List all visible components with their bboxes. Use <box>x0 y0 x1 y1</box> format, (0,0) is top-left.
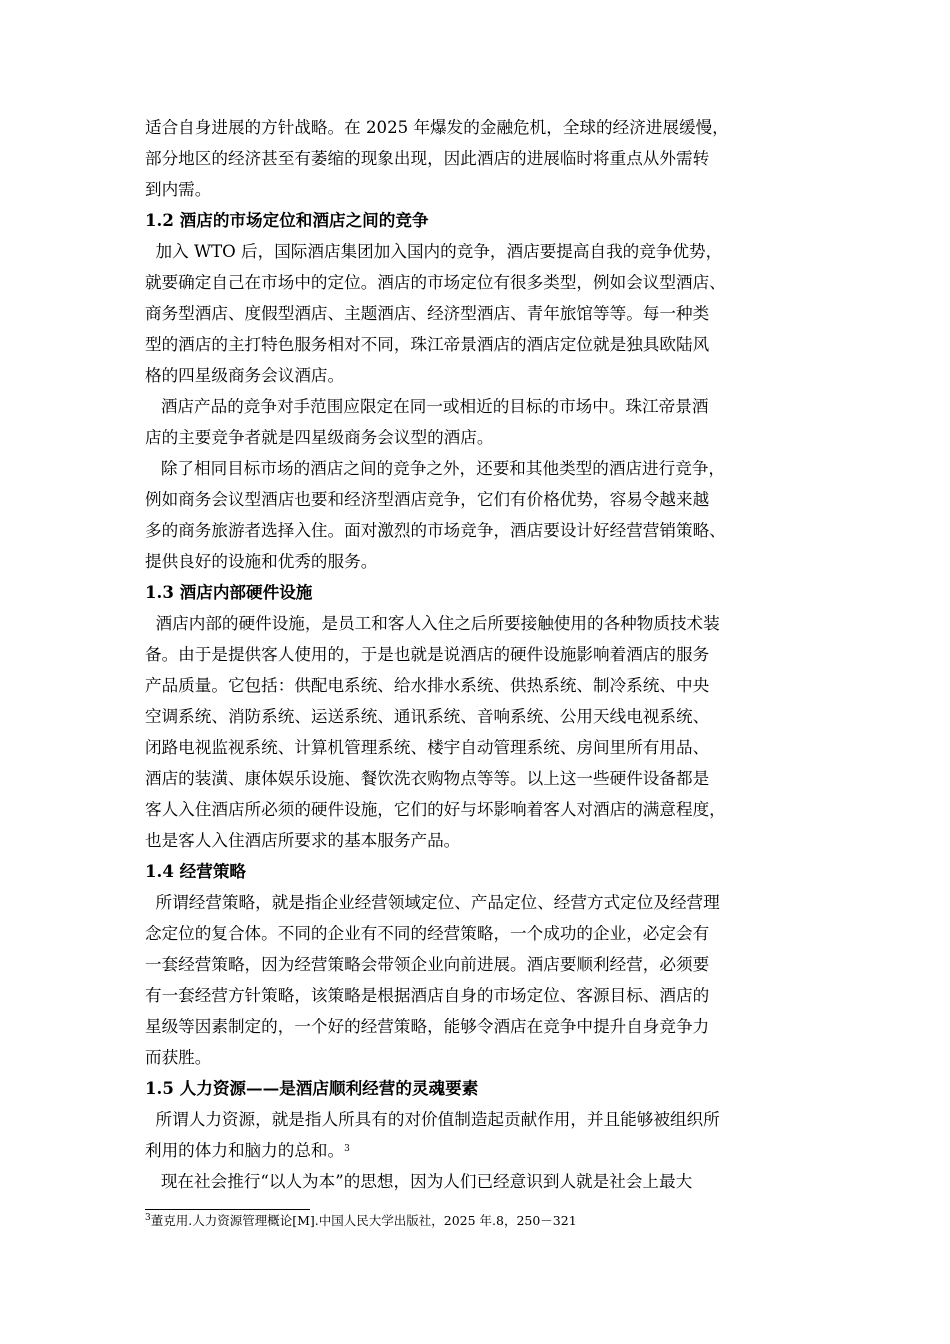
text-line <box>145 484 813 515</box>
section-heading-text: 1.4 经营策略 <box>145 861 247 881</box>
text-line-content: 商务型酒店、度假型酒店、主题酒店、经济型酒店、青年旅馆等等。每一种类 <box>145 304 710 323</box>
text-line-content: 例如商务会议型酒店也要和经济型酒店竞争，它们有价格优势，容易令越来越 <box>145 490 710 509</box>
text-line <box>145 701 813 732</box>
text-line <box>145 1104 813 1135</box>
text-line-content: 空调系统、消防系统、运送系统、通讯系统、音响系统、公用天线电视系统、 <box>145 707 710 726</box>
text-line <box>145 825 813 856</box>
text-line <box>145 112 813 143</box>
text-line-content: 也是客人入住酒店所要求的基本服务产品。 <box>145 831 461 850</box>
footnote <box>145 1212 577 1230</box>
section-heading <box>145 856 813 887</box>
text-line-content: 利用的体力和脑力的总和。 <box>145 1141 345 1160</box>
text-line <box>145 1166 813 1197</box>
text-line-content: 客人入住酒店所必须的硬件设施，它们的好与坏影响着客人对酒店的满意程度， <box>145 800 726 819</box>
text-line <box>145 143 813 174</box>
text-line <box>145 546 813 577</box>
text-line-content: 格的四星级商务会议酒店。 <box>145 366 345 385</box>
text-line-content: 一套经营策略，因为经营策略会带领企业向前进展。酒店要顺利经营，必须要 <box>145 955 710 974</box>
text-line-content: 就要确定自己在市场中的定位。酒店的市场定位有很多类型，例如会议型酒店、 <box>145 273 726 292</box>
text-line-content: 念定位的复合体。不同的企业有不同的经营策略，一个成功的企业，必定会有 <box>145 924 710 943</box>
text-line-content: 加入 WTO 后，国际酒店集团加入国内的竞争，酒店要提高自我的竞争优势， <box>145 242 723 261</box>
text-line-content: 所谓经营策略，就是指企业经营领域定位、产品定位、经营方式定位及经营理 <box>145 893 720 912</box>
text-line <box>145 732 813 763</box>
text-line-content: 所谓人力资源，就是指人所具有的对价值制造起贡献作用，并且能够被组织所 <box>145 1110 720 1129</box>
text-line <box>145 918 813 949</box>
text-line <box>145 360 813 391</box>
text-line-content: 闭路电视监视系统、计算机管理系统、楼宇自动管理系统、房间里所有用品、 <box>145 738 710 757</box>
text-line-content: 酒店产品的竞争对手范围应限定在同一或相近的目标的市场中。珠江帝景酒 <box>145 397 709 416</box>
text-line-content: 有一套经营方针策略，该策略是根据酒店自身的市场定位、客源目标、酒店的 <box>145 986 710 1005</box>
text-line-content: 现在社会推行“以人为本”的思想，因为人们已经意识到人就是社会上最大 <box>145 1172 693 1191</box>
footnote-separator <box>145 1209 310 1210</box>
text-line <box>145 1042 813 1073</box>
text-line-content: 而获胜。 <box>145 1048 212 1067</box>
text-line <box>145 763 813 794</box>
text-line <box>145 887 813 918</box>
text-line-content: 提供良好的设施和优秀的服务。 <box>145 552 378 571</box>
text-line <box>145 949 813 980</box>
section-heading <box>145 205 813 236</box>
text-line-content: 酒店内部的硬件设施，是员工和客人入住之后所要接触使用的各种物质技术装 <box>145 614 720 633</box>
section-heading <box>145 1073 813 1104</box>
text-line-content: 到内需。 <box>145 180 212 199</box>
text-line <box>145 1011 813 1042</box>
text-line <box>145 1135 813 1166</box>
text-line-content: 型的酒店的主打特色服务相对不同，珠江帝景酒店的酒店定位就是独具欧陆风 <box>145 335 710 354</box>
text-line-content: 产品质量。它包括：供配电系统、给水排水系统、供热系统、制冷系统、中央 <box>145 676 710 695</box>
text-line <box>145 670 813 701</box>
text-line <box>145 267 813 298</box>
text-line-content: 店的主要竞争者就是四星级商务会议型的酒店。 <box>145 428 494 447</box>
text-line <box>145 236 813 267</box>
text-line-content: 多的商务旅游者选择入住。面对激烈的市场竞争，酒店要设计好经营营销策略、 <box>145 521 726 540</box>
text-line-content: 除了相同目标市场的酒店之间的竞争之外，还要和其他类型的酒店进行竞争， <box>145 459 726 478</box>
text-line-content: 酒店的装潢、康体娱乐设施、餐饮洗衣购物点等等。以上这一些硬件设备都是 <box>145 769 710 788</box>
section-heading-text: 1.5 人力资源——是酒店顺利经营的灵魂要素 <box>145 1078 479 1098</box>
text-line <box>145 329 813 360</box>
text-line-content: 部分地区的经济甚至有萎缩的现象出现，因此酒店的进展临时将重点从外需转 <box>145 149 710 168</box>
text-line <box>145 453 813 484</box>
text-line <box>145 174 813 205</box>
footnote-text: 董克用.人力资源管理概论[M].中国人民大学出版社，2025 年.8，250－321 <box>150 1213 577 1228</box>
text-line <box>145 515 813 546</box>
text-line <box>145 298 813 329</box>
section-heading-text: 1.3 酒店内部硬件设施 <box>145 582 313 602</box>
text-line-content: 星级等因素制定的，一个好的经营策略，能够令酒店在竞争中提升自身竞争力 <box>145 1017 710 1036</box>
body-text <box>145 112 813 1197</box>
text-line <box>145 980 813 1011</box>
section-heading-text: 1.2 酒店的市场定位和酒店之间的竞争 <box>145 210 429 230</box>
text-line <box>145 422 813 453</box>
footnote-reference: 3 <box>344 1144 350 1154</box>
text-line <box>145 608 813 639</box>
text-line <box>145 391 813 422</box>
text-line-content: 备。由于是提供客人使用的，于是也就是说酒店的硬件设施影响着酒店的服务 <box>145 645 710 664</box>
section-heading <box>145 577 813 608</box>
text-line-content: 适合自身进展的方针战略。在 2025 年爆发的金融危机，全球的经济进展缓慢， <box>145 118 729 137</box>
text-line <box>145 639 813 670</box>
footnote-mark: 3 <box>145 1213 151 1223</box>
text-line <box>145 794 813 825</box>
